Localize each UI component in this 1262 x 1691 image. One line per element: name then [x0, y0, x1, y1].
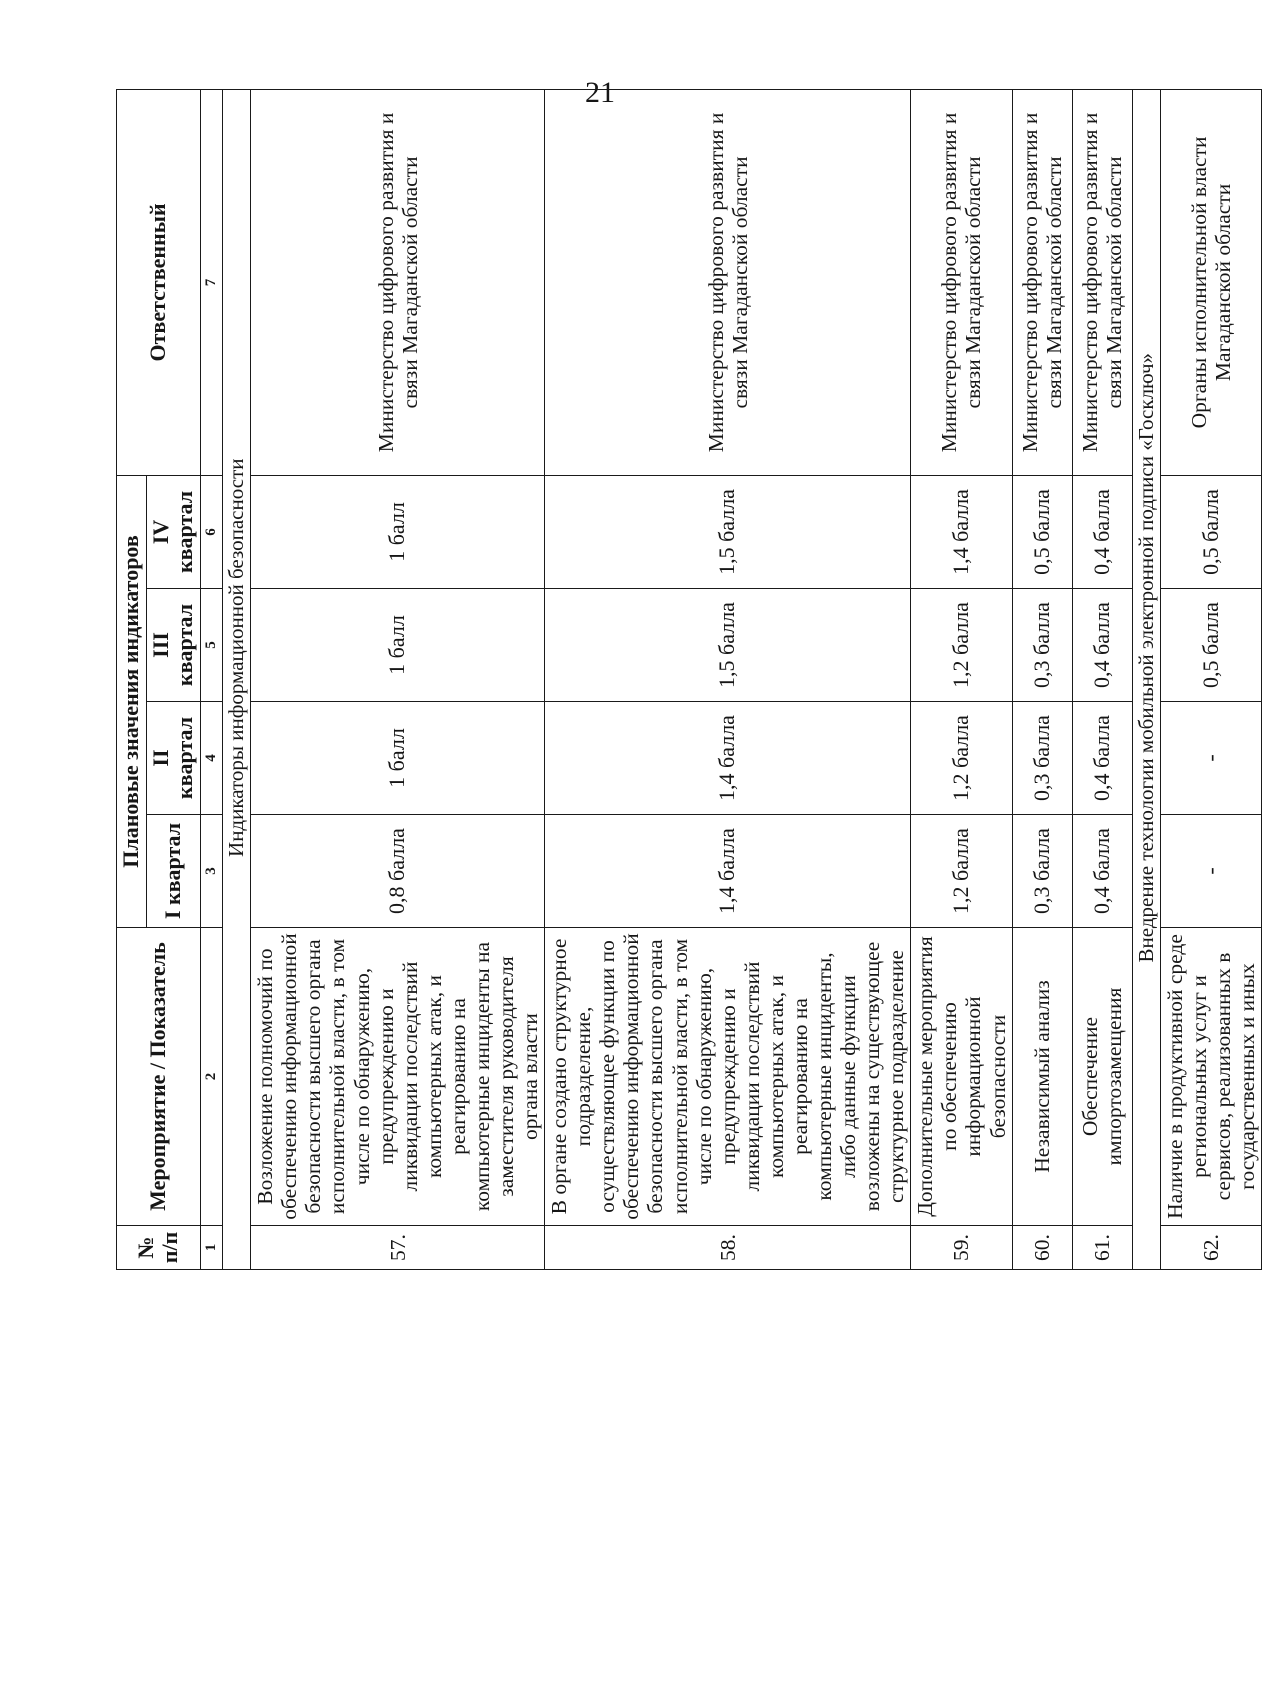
row-indicator-name: Дополнительные мероприятия по обеспечению информационной безопасности	[911, 928, 1012, 1226]
row-q2-value: -	[1161, 702, 1262, 815]
table-row	[251, 89, 545, 1269]
row-responsible: Министерство цифрового развития и связи Магаданской области	[1012, 89, 1072, 475]
row-q3-value: 0,5 балла	[1161, 589, 1262, 702]
row-q3-value: 1,2 балла	[911, 589, 1012, 702]
section-spacer	[222, 1226, 251, 1270]
row-q4-value: 0,4 балла	[1072, 475, 1132, 588]
row-q3-value: 0,3 балла	[1012, 589, 1072, 702]
row-responsible: Министерство цифрового развития и связи Магаданской области	[545, 89, 911, 475]
section-row	[222, 89, 251, 1269]
row-q4-value: 0,5 балла	[1012, 475, 1072, 588]
row-indicator-name: Независимый анализ	[1012, 928, 1072, 1226]
section-title: Внедрение технологии мобильной электронной подписи «Госключ»	[1132, 89, 1161, 1225]
row-number: 57.	[251, 1226, 545, 1270]
column-numbers-row	[200, 89, 222, 1269]
page-number: 21	[585, 76, 615, 109]
row-q1-value: 0,8 балла	[251, 815, 545, 928]
row-q1-value: 0,4 балла	[1072, 815, 1132, 928]
row-responsible: Министерство цифрового развития и связи Магаданской области	[1072, 89, 1132, 475]
table-row	[1072, 89, 1132, 1269]
table-row	[1161, 89, 1262, 1269]
row-q2-value: 1,2 балла	[911, 702, 1012, 815]
indicators-table	[116, 89, 1262, 1270]
row-indicator-name: Обеспечение импортозамещения	[1072, 928, 1132, 1226]
row-number: 59.	[911, 1226, 1012, 1270]
table-row	[1012, 89, 1072, 1269]
table-row	[545, 89, 911, 1269]
row-q4-value: 1,4 балла	[911, 475, 1012, 588]
row-responsible: Органы исполнительной власти Магаданской области	[1161, 89, 1262, 475]
row-number: 61.	[1072, 1226, 1132, 1270]
row-q1-value: 0,3 балла	[1012, 815, 1072, 928]
column-number: 1	[200, 1226, 222, 1270]
row-q1-value: -	[1161, 815, 1262, 928]
row-indicator-name: В органе создано структурное подразделение, осуществляющее функции по обеспечению информационной безопасности высшего органа исполнительной власти, в том числе по обнаружению, предупреждению и ликвидации последствий компьютерных атак, и реагированию на компьютерные инциденты, либо данные функции возложены на существующее структурное подразделение	[545, 928, 911, 1226]
rotated-table-wrapper	[116, 90, 1260, 1270]
section-title: Индикаторы информационной безопасности	[222, 89, 251, 1225]
header-q2: II квартал	[146, 702, 200, 815]
column-number: 2	[200, 928, 222, 1226]
row-q3-value: 0,4 балла	[1072, 589, 1132, 702]
column-number: 3	[200, 815, 222, 928]
column-number: 7	[200, 89, 222, 475]
row-q1-value: 1,2 балла	[911, 815, 1012, 928]
section-row	[1132, 89, 1161, 1269]
row-number: 62.	[1161, 1226, 1262, 1270]
header-name: Мероприятие / Показатель	[117, 928, 201, 1226]
header-responsible: Ответственный	[117, 89, 201, 475]
row-number: 60.	[1012, 1226, 1072, 1270]
column-number: 6	[200, 475, 222, 588]
row-number: 58.	[545, 1226, 911, 1270]
row-q1-value: 1,4 балла	[545, 815, 911, 928]
row-q4-value: 0,5 балла	[1161, 475, 1262, 588]
row-q4-value: 1 балл	[251, 475, 545, 588]
row-q2-value: 0,3 балла	[1012, 702, 1072, 815]
column-number: 5	[200, 589, 222, 702]
row-q2-value: 0,4 балла	[1072, 702, 1132, 815]
header-row-1	[117, 89, 147, 1269]
row-q3-value: 1,5 балла	[545, 589, 911, 702]
header-q1: I квартал	[146, 815, 200, 928]
header-planned-values: Плановые значения индикаторов	[117, 475, 147, 927]
row-q4-value: 1,5 балла	[545, 475, 911, 588]
table-row	[911, 89, 1012, 1269]
section-spacer	[1132, 1226, 1161, 1270]
row-indicator-name: Возложение полномочий по обеспечению информационной безопасности высшего органа исполнительной власти, в том числе по обнаружению, предупреждению и ликвидации последствий компьютерных атак, и реагированию на компьютерные инциденты на заместителя руководителя органа власти	[251, 928, 545, 1226]
row-responsible: Министерство цифрового развития и связи Магаданской области	[911, 89, 1012, 475]
column-number: 4	[200, 702, 222, 815]
row-q2-value: 1,4 балла	[545, 702, 911, 815]
row-q3-value: 1 балл	[251, 589, 545, 702]
row-q2-value: 1 балл	[251, 702, 545, 815]
row-responsible: Министерство цифрового развития и связи Магаданской области	[251, 89, 545, 475]
header-num: № п/п	[117, 1226, 201, 1270]
header-q3: III квартал	[146, 589, 200, 702]
header-q4: IV квартал	[146, 475, 200, 588]
row-indicator-name: Наличие в продуктивной среде региональных услуг и сервисов, реализованных в государственных и иных	[1161, 928, 1262, 1226]
